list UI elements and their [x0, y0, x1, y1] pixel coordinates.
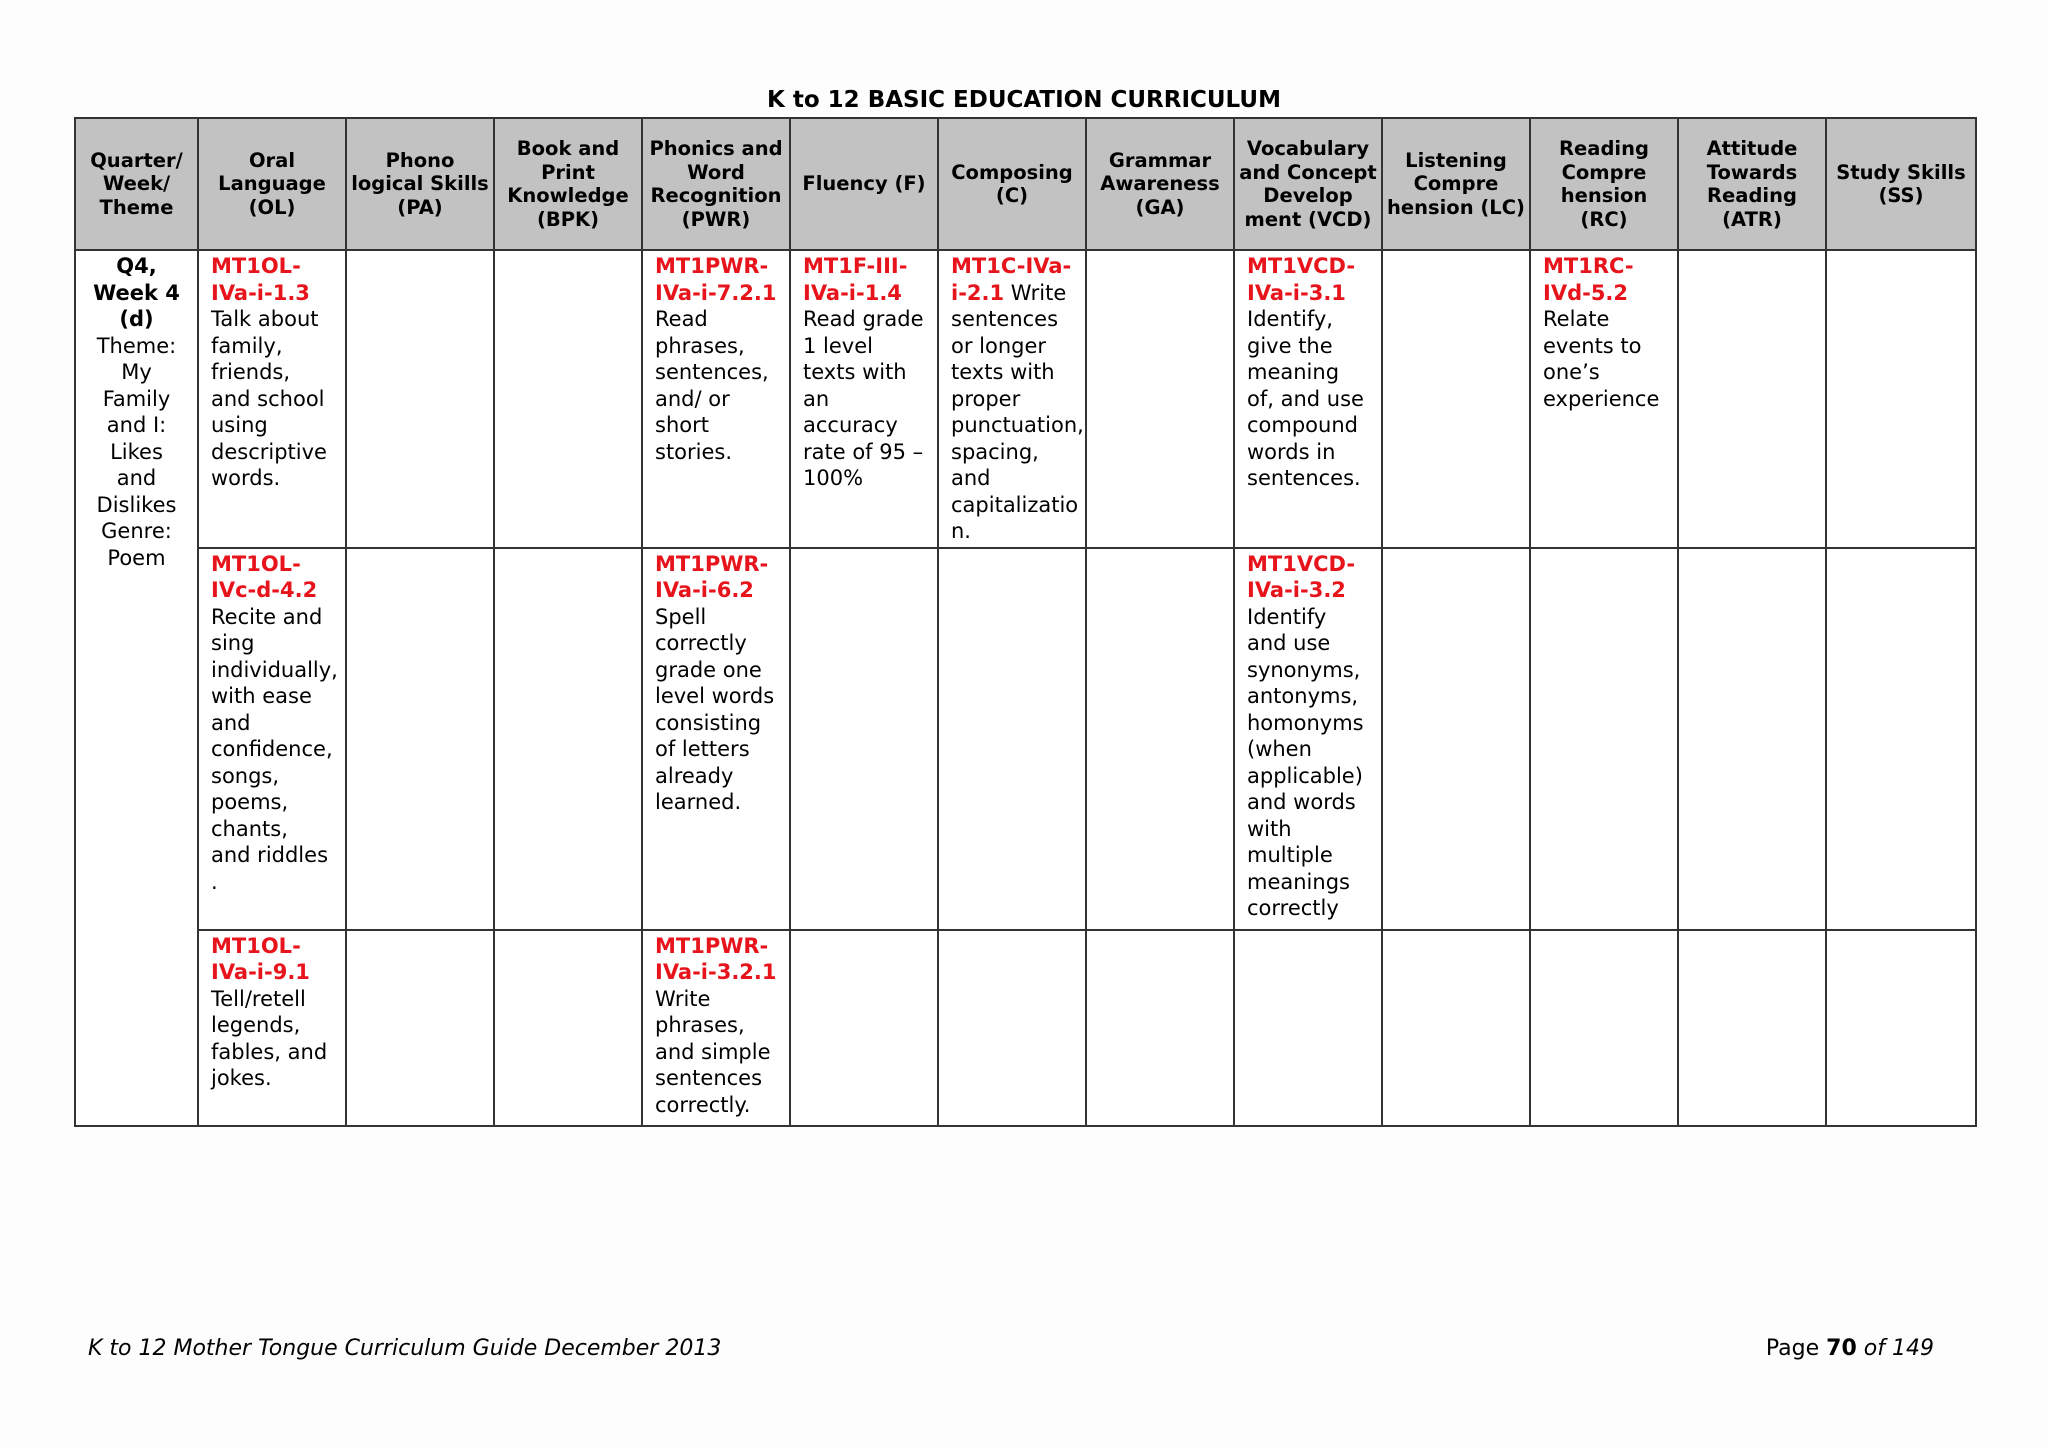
- cell-ss: [1826, 548, 1976, 930]
- header-quarter: Quarter/ Week/ Theme: [75, 118, 198, 250]
- header-composing: Composing (C): [938, 118, 1086, 250]
- document-title: K to 12 BASIC EDUCATION CURRICULUM: [767, 87, 1281, 113]
- table-row: [75, 548, 1976, 930]
- competency-text: Recite and sing individually, with ease and confidence, songs, poems, chants, and riddles .: [211, 604, 338, 894]
- header-book-print-knowledge: Book and Print Knowledge (BPK): [494, 118, 642, 250]
- competency-text: Identify, give the meaning of, and use compound words in sentences.: [1247, 307, 1364, 490]
- header-phonics-word-recognition: Phonics and Word Recognition (PWR): [642, 118, 790, 250]
- cell-ga: [1086, 548, 1234, 930]
- quarter-cell: [75, 250, 198, 1126]
- competency-code: MT1OL- IVa-i-9.1: [211, 933, 310, 984]
- cell-atr: [1678, 930, 1826, 1126]
- cell-vcd: [1234, 930, 1382, 1126]
- cell-pwr: [642, 930, 790, 1126]
- header-study-skills: Study Skills (SS): [1826, 118, 1976, 250]
- page-current: 70: [1826, 1336, 1857, 1361]
- competency-text: Write phrases, and simple sentences correctly.: [655, 986, 771, 1117]
- header-grammar-awareness: Grammar Awareness (GA): [1086, 118, 1234, 250]
- competency-text: Spell correctly grade one level words consisting of letters already learned.: [655, 604, 775, 814]
- cell-ga: [1086, 250, 1234, 548]
- cell-ss: [1826, 250, 1976, 548]
- competency-text: Tell/retell legends, fables, and jokes.: [211, 986, 328, 1090]
- footer-page-number: [1766, 1336, 1934, 1362]
- competency-code: MT1RC- IVd-5.2: [1543, 254, 1634, 305]
- cell-vcd: [1234, 548, 1382, 930]
- cell-f: [790, 548, 938, 930]
- cell-ol: [198, 548, 346, 930]
- cell-pa: [346, 250, 494, 548]
- competency-code: MT1PWR- IVa-i-7.2.1: [655, 254, 777, 305]
- competency-code: MT1VCD- IVa-i-3.1: [1247, 254, 1356, 305]
- cell-bpk: [494, 250, 642, 548]
- header-phonological-skills: Phono logical Skills (PA): [346, 118, 494, 250]
- table-row: [75, 250, 1976, 548]
- header-oral-language: Oral Language (OL): [198, 118, 346, 250]
- header-vocabulary-concept: Vocabulary and Concept Develop ment (VCD): [1234, 118, 1382, 250]
- competency-text: Identify and use synonyms, antonyms, homonyms (when applicable) and words with multiple meanings correctly: [1247, 604, 1364, 920]
- curriculum-table: [74, 117, 1977, 1127]
- competency-text: Read grade 1 level texts with an accuracy rate of 95 – 100%: [803, 307, 924, 490]
- header-listening-comprehension: Listening Compre hension (LC): [1382, 118, 1530, 250]
- cell-f: [790, 250, 938, 548]
- cell-atr: [1678, 548, 1826, 930]
- header-reading-comprehension: Reading Compre hension (RC): [1530, 118, 1678, 250]
- competency-code: MT1OL- IVc-d-4.2: [211, 551, 318, 602]
- cell-c: [938, 548, 1086, 930]
- cell-pwr: [642, 548, 790, 930]
- competency-code: MT1OL- IVa-i-1.3: [211, 254, 310, 305]
- competency-text: Write sentences or longer texts with proper punctuation, spacing, and capitalizatio n.: [951, 280, 1084, 543]
- cell-ss: [1826, 930, 1976, 1126]
- cell-bpk: [494, 548, 642, 930]
- cell-ol: [198, 250, 346, 548]
- cell-ga: [1086, 930, 1234, 1126]
- competency-code: MT1VCD- IVa-i-3.2: [1247, 551, 1356, 602]
- cell-f: [790, 930, 938, 1126]
- cell-rc: [1530, 548, 1678, 930]
- cell-pa: [346, 548, 494, 930]
- page-label: Page: [1765, 1336, 1820, 1361]
- cell-bpk: [494, 930, 642, 1126]
- cell-pwr: [642, 250, 790, 548]
- competency-code: MT1F-III- IVa-i-1.4: [803, 254, 908, 305]
- quarter-heading: Q4, Week 4 (d): [93, 254, 180, 331]
- competency-text: Read phrases, sentences, and/ or short stories.: [655, 307, 769, 464]
- cell-c: [938, 930, 1086, 1126]
- cell-rc: [1530, 930, 1678, 1126]
- cell-c: [938, 250, 1086, 548]
- cell-pa: [346, 930, 494, 1126]
- competency-text: Relate events to one’s experience: [1543, 307, 1660, 411]
- header-fluency: Fluency (F): [790, 118, 938, 250]
- page-total: of 149: [1863, 1336, 1934, 1361]
- competency-text: Talk about family, friends, and school using descriptive words.: [211, 307, 327, 490]
- cell-lc: [1382, 548, 1530, 930]
- header-attitude-towards-reading: Attitude Towards Reading (ATR): [1678, 118, 1826, 250]
- footer-guide-title: K to 12 Mother Tongue Curriculum Guide December 2013: [88, 1336, 722, 1361]
- competency-code: MT1C-IVa- i-2.1: [951, 254, 1072, 305]
- cell-ol: [198, 930, 346, 1126]
- cell-atr: [1678, 250, 1826, 548]
- cell-lc: [1382, 930, 1530, 1126]
- cell-lc: [1382, 250, 1530, 548]
- cell-rc: [1530, 250, 1678, 548]
- header-row: [75, 118, 1976, 250]
- quarter-theme: Theme: My Family and I: Likes and Dislikes Genre: Poem: [96, 333, 177, 570]
- competency-code: MT1PWR- IVa-i-6.2: [655, 551, 769, 602]
- cell-vcd: [1234, 250, 1382, 548]
- table-row: [75, 930, 1976, 1126]
- competency-code: MT1PWR- IVa-i-3.2.1: [655, 933, 777, 984]
